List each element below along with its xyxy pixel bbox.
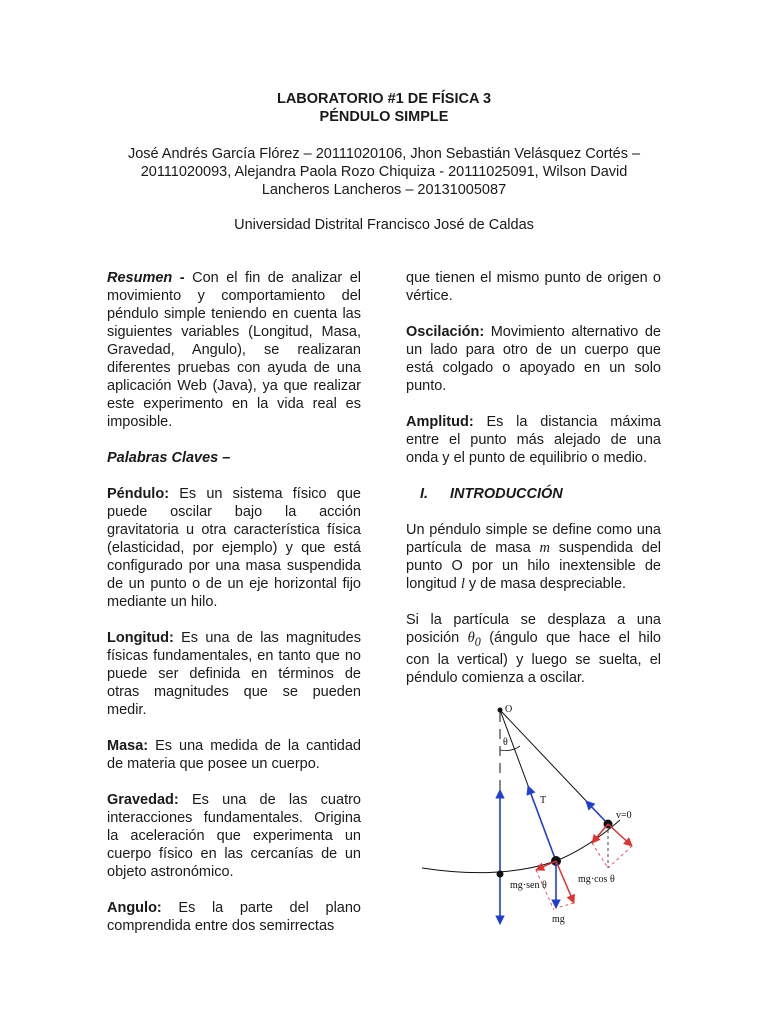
pendulo-label: Péndulo: — [107, 486, 170, 502]
keywords-heading — [107, 449, 361, 467]
left-column — [107, 269, 361, 953]
tension-arrow-extreme — [586, 801, 608, 824]
amplitud-text: Es la distancia máxima entre el punto más alejado de una onda y el punto de equilibrio o medio. — [406, 414, 661, 466]
label-mg-sen: mg·sen θ — [510, 880, 547, 891]
amplitud-label: Amplitud: — [406, 414, 474, 430]
abstract-text: Con el fin de analizar el movimiento y comportamiento del péndulo simple teniendo en cuenta las siguientes variables (Longitud, Masa, Gravedad, Angulo), se realizaran diferentes pruebas con ayuda de una aplicación Web (Java), ya que realizar este experimento en la vida real es imposible. — [107, 270, 361, 430]
angulo-continuation: que tienen el mismo punto de origen o vértice. — [406, 270, 661, 304]
label-mg: mg — [552, 914, 565, 925]
intro-p2-text-b: (ángulo que hace el hilo con la vertical) y luego se suelta, el péndulo comienza a oscilar. — [406, 630, 661, 686]
math-theta-symbol: θ — [467, 630, 475, 646]
definition-longitud — [107, 629, 361, 719]
abstract-label: Resumen - — [107, 270, 185, 286]
masa-text: Es una medida de la cantidad de materia que posee un cuerpo. — [107, 738, 361, 772]
extreme-normal-arrow — [608, 824, 632, 846]
math-theta-subscript: 0 — [474, 634, 481, 649]
extreme-dashed-2 — [608, 846, 632, 868]
component-dashed-2 — [556, 903, 574, 908]
definition-masa — [107, 737, 361, 773]
keywords-label: Palabras Claves – — [107, 450, 231, 466]
masa-label: Masa: — [107, 738, 149, 754]
definition-pendulo — [107, 485, 361, 611]
label-theta: θ — [503, 737, 508, 748]
extreme-dashed-1 — [592, 843, 608, 868]
math-l: l — [460, 576, 465, 592]
oscilacion-label: Oscilación: — [406, 324, 485, 340]
oscilacion-text: Movimiento alternativo de un lado para otro de un cuerpo que está colgado o apoyado en un solo punto. — [406, 324, 661, 394]
gravedad-label: Gravedad: — [107, 792, 179, 808]
abstract-paragraph — [107, 269, 361, 431]
label-O: O — [505, 704, 513, 715]
intro-p1-text-c: y de masa despreciable. — [464, 576, 627, 592]
label-v0: v=0 — [616, 810, 632, 821]
section-number: I. — [420, 486, 429, 502]
gravedad-text: Es una de las cuatro interacciones fundamentales. Origina la aceleración que experimenta un cuerpo físico en las cercanías de un objeto astronómico. — [107, 792, 361, 880]
definition-angulo — [107, 899, 361, 935]
intro-p2-text-a: Si la partícula se desplaza a una posición — [406, 612, 661, 646]
pendulum-diagram-svg — [420, 698, 660, 930]
section-title: INTRODUCCIÓN — [450, 486, 563, 502]
pendulum-diagram — [420, 698, 660, 930]
university-affiliation: Universidad Distrital Francisco José de Caldas — [234, 217, 534, 233]
intro-p1-text-b: suspendida del punto O por un hilo inextensible de longitud — [406, 540, 662, 592]
paper-title — [0, 90, 768, 126]
angulo-label: Angulo: — [107, 900, 162, 916]
label-T: T — [540, 795, 547, 806]
angulo-text: Es la parte del plano comprendida entre dos semirrectas — [107, 900, 361, 934]
label-mg-cos: mg·cos θ — [578, 874, 615, 885]
title-line-2: PÉNDULO SIMPLE — [319, 109, 449, 125]
pendulo-text: Es un sistema físico que puede oscilar bajo la acción gravitatoria u otra característica física (elasticidad, por ejemplo) y que está configurado por una masa suspendida de un punto o de un eje horizontal fijo mediante un hilo. — [107, 486, 361, 610]
title-line-1: LABORATORIO #1 DE FÍSICA 3 — [276, 91, 492, 107]
intro-p1-text-a: Un péndulo simple se define como una partícula de masa — [406, 522, 661, 556]
extreme-tangential-arrow — [592, 824, 608, 843]
intro-paragraph-1 — [406, 521, 661, 593]
right-column — [406, 269, 661, 705]
longitud-label: Longitud: — [107, 630, 174, 646]
definition-amplitud — [406, 413, 661, 467]
normal-component-arrow — [556, 861, 574, 903]
math-theta — [467, 630, 481, 649]
bob-equilibrium — [497, 871, 504, 878]
bob-trajectory-arc — [422, 820, 620, 873]
definition-gravedad — [107, 791, 361, 881]
author-list: José Andrés García Flórez – 20111020106, Jhon Sebastián Velásquez Cortés – 20111020093, Alejandra Paola Rozo Chiquiza - 20111025091, Wilson David Lancheros Lancheros – 20131005087 — [127, 146, 641, 198]
section-heading-introduccion — [406, 485, 661, 503]
math-m: m — [539, 540, 550, 556]
definition-oscilacion — [406, 323, 661, 395]
longitud-text: Es una de las magnitudes físicas fundamentales, en tanto que no puede ser definida en términos de otras magnitudes que se pueden medir. — [107, 630, 361, 718]
intro-paragraph-2 — [406, 611, 661, 687]
